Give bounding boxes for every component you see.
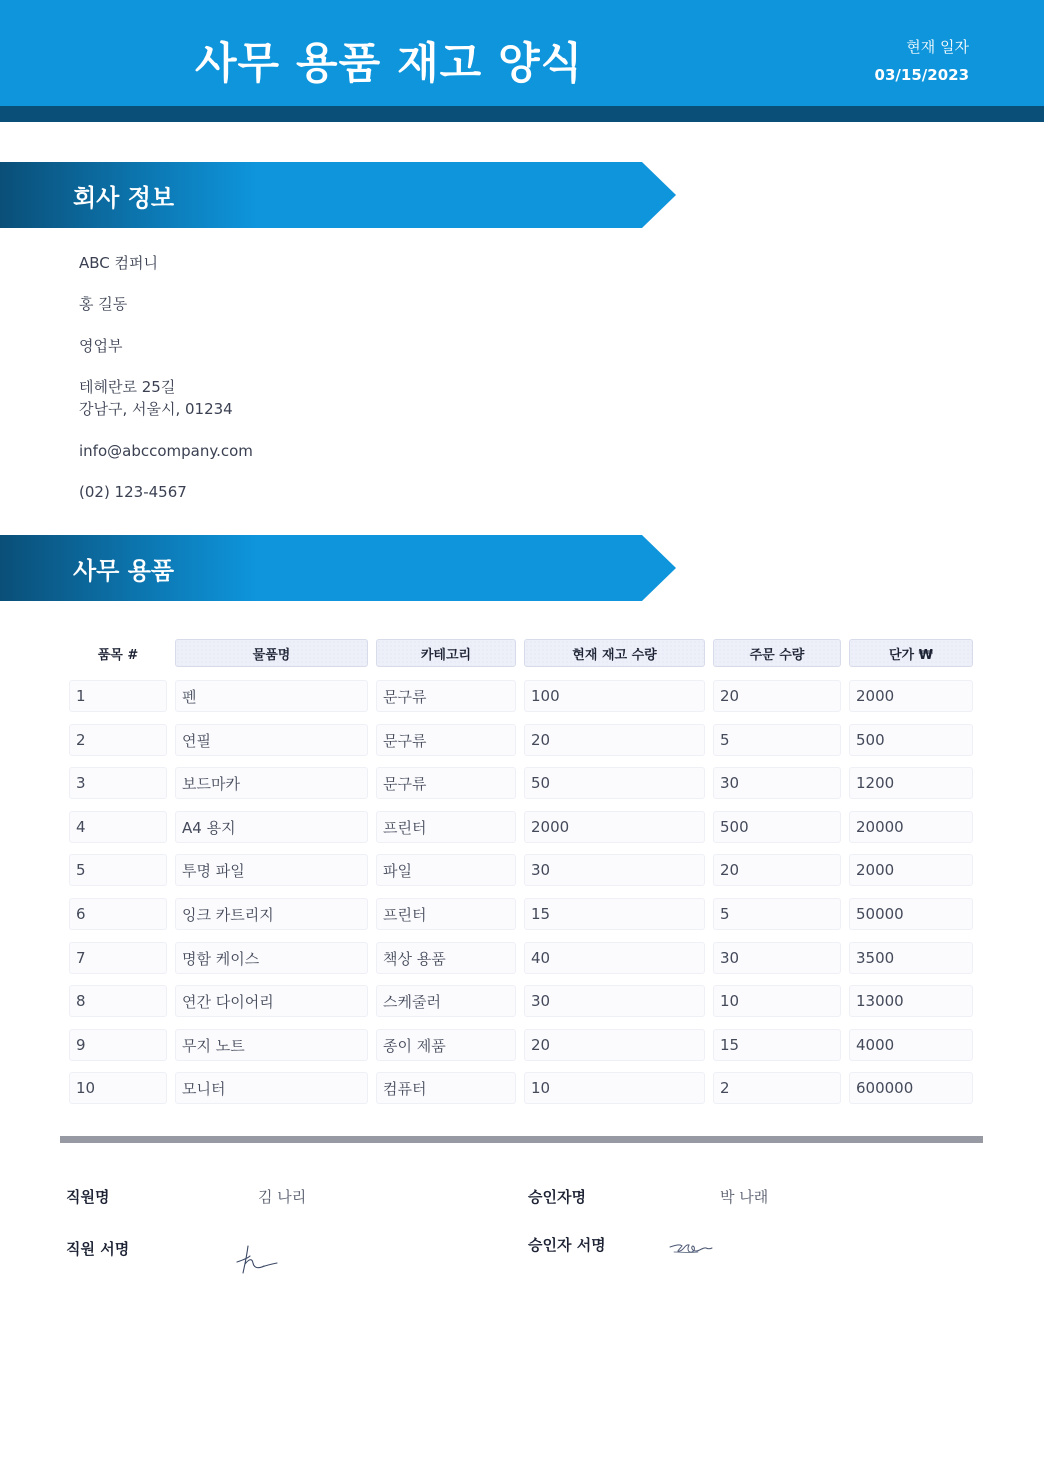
table-cell-category[interactable]: 종이 제품 xyxy=(376,1029,516,1061)
column-header-item-name: 물품명 xyxy=(175,639,368,667)
address-line2: 강남구, 서울시, 01234 xyxy=(79,400,233,418)
table-cell-item-name[interactable]: 연필 xyxy=(175,724,368,756)
table-cell-order-quantity[interactable]: 20 xyxy=(713,854,841,886)
table-cell-order-quantity[interactable]: 5 xyxy=(713,724,841,756)
table-cell-order-quantity[interactable]: 5 xyxy=(713,898,841,930)
table-cell-item-name[interactable]: 펜 xyxy=(175,680,368,712)
page-title: 사무 용품 재고 양식 xyxy=(195,39,584,89)
table-cell-unit-price[interactable]: 2000 xyxy=(849,854,973,886)
table-cell-unit-price[interactable]: 1200 xyxy=(849,767,973,799)
company-email: info@abccompany.com xyxy=(79,442,253,460)
table-cell-item-number[interactable]: 1 xyxy=(69,680,167,712)
table-cell-unit-price[interactable]: 500 xyxy=(849,724,973,756)
header-accent-bar xyxy=(0,106,1044,122)
table-cell-order-quantity[interactable]: 30 xyxy=(713,767,841,799)
table-cell-unit-price[interactable]: 600000 xyxy=(849,1072,973,1104)
table-cell-category[interactable]: 컴퓨터 xyxy=(376,1072,516,1104)
table-cell-current-stock[interactable]: 30 xyxy=(524,854,705,886)
table-cell-item-number[interactable]: 8 xyxy=(69,985,167,1017)
column-header-category: 카테고리 xyxy=(376,639,516,667)
table-cell-category[interactable]: 문구류 xyxy=(376,724,516,756)
section-divider xyxy=(60,1136,983,1143)
employee-name-label: 직원명 xyxy=(66,1188,110,1206)
table-cell-order-quantity[interactable]: 10 xyxy=(713,985,841,1017)
table-cell-category[interactable]: 문구류 xyxy=(376,680,516,712)
table-cell-category[interactable]: 스케줄러 xyxy=(376,985,516,1017)
table-cell-item-name[interactable]: 보드마카 xyxy=(175,767,368,799)
table-cell-item-number[interactable]: 9 xyxy=(69,1029,167,1061)
table-cell-item-name[interactable]: 투명 파일 xyxy=(175,854,368,886)
table-cell-current-stock[interactable]: 100 xyxy=(524,680,705,712)
table-cell-item-number[interactable]: 7 xyxy=(69,942,167,974)
approver-signature-label: 승인자 서명 xyxy=(528,1236,606,1254)
company-name: ABC 컴퍼니 xyxy=(79,254,159,272)
table-cell-unit-price[interactable]: 13000 xyxy=(849,985,973,1017)
current-date-value: 03/15/2023 xyxy=(874,66,969,84)
supplies-banner xyxy=(0,535,676,601)
company-phone: (02) 123-4567 xyxy=(79,483,187,501)
table-cell-category[interactable]: 파일 xyxy=(376,854,516,886)
table-cell-category[interactable]: 프린터 xyxy=(376,898,516,930)
table-cell-unit-price[interactable]: 20000 xyxy=(849,811,973,843)
column-header-order-quantity: 주문 수량 xyxy=(713,639,841,667)
table-cell-item-number[interactable]: 5 xyxy=(69,854,167,886)
table-cell-current-stock[interactable]: 20 xyxy=(524,1029,705,1061)
table-cell-current-stock[interactable]: 15 xyxy=(524,898,705,930)
table-cell-category[interactable]: 책상 용품 xyxy=(376,942,516,974)
employee-signature-image xyxy=(234,1242,280,1276)
employee-name: 김 나리 xyxy=(258,1188,307,1206)
table-cell-item-number[interactable]: 2 xyxy=(69,724,167,756)
table-cell-unit-price[interactable]: 50000 xyxy=(849,898,973,930)
department: 영업부 xyxy=(79,337,123,355)
table-cell-current-stock[interactable]: 2000 xyxy=(524,811,705,843)
table-cell-order-quantity[interactable]: 15 xyxy=(713,1029,841,1061)
company-info-heading: 회사 정보 xyxy=(73,184,175,212)
employee-signature-label: 직원 서명 xyxy=(66,1240,130,1258)
table-cell-current-stock[interactable]: 40 xyxy=(524,942,705,974)
table-cell-item-number[interactable]: 10 xyxy=(69,1072,167,1104)
table-cell-item-number[interactable]: 6 xyxy=(69,898,167,930)
approver-signature-image xyxy=(668,1236,714,1260)
table-cell-item-name[interactable]: 모니터 xyxy=(175,1072,368,1104)
table-cell-item-number[interactable]: 3 xyxy=(69,767,167,799)
approver-name: 박 나래 xyxy=(720,1188,769,1206)
table-cell-order-quantity[interactable]: 500 xyxy=(713,811,841,843)
table-cell-order-quantity[interactable]: 30 xyxy=(713,942,841,974)
current-date-label: 현재 일자 xyxy=(906,38,969,56)
table-cell-current-stock[interactable]: 30 xyxy=(524,985,705,1017)
table-cell-unit-price[interactable]: 3500 xyxy=(849,942,973,974)
contact-name: 홍 길동 xyxy=(79,295,128,313)
table-cell-item-name[interactable]: 명함 케이스 xyxy=(175,942,368,974)
supplies-heading: 사무 용품 xyxy=(73,557,175,585)
table-cell-current-stock[interactable]: 10 xyxy=(524,1072,705,1104)
table-cell-item-number[interactable]: 4 xyxy=(69,811,167,843)
table-cell-current-stock[interactable]: 50 xyxy=(524,767,705,799)
address-line1: 테헤란로 25길 xyxy=(79,378,176,396)
table-cell-unit-price[interactable]: 4000 xyxy=(849,1029,973,1061)
table-cell-order-quantity[interactable]: 20 xyxy=(713,680,841,712)
column-header-item-number: 품목 # xyxy=(97,647,139,663)
page-header xyxy=(0,0,1044,106)
table-cell-item-name[interactable]: 잉크 카트리지 xyxy=(175,898,368,930)
table-cell-category[interactable]: 프린터 xyxy=(376,811,516,843)
approver-name-label: 승인자명 xyxy=(528,1188,586,1206)
table-cell-current-stock[interactable]: 20 xyxy=(524,724,705,756)
table-cell-category[interactable]: 문구류 xyxy=(376,767,516,799)
table-cell-item-name[interactable]: 무지 노트 xyxy=(175,1029,368,1061)
table-cell-unit-price[interactable]: 2000 xyxy=(849,680,973,712)
column-header-current-stock: 현재 재고 수량 xyxy=(524,639,705,667)
company-info-banner xyxy=(0,162,676,228)
column-header-unit-price: 단가 ₩ xyxy=(849,639,973,667)
table-cell-item-name[interactable]: 연간 다이어리 xyxy=(175,985,368,1017)
table-cell-order-quantity[interactable]: 2 xyxy=(713,1072,841,1104)
table-cell-item-name[interactable]: A4 용지 xyxy=(175,811,368,843)
